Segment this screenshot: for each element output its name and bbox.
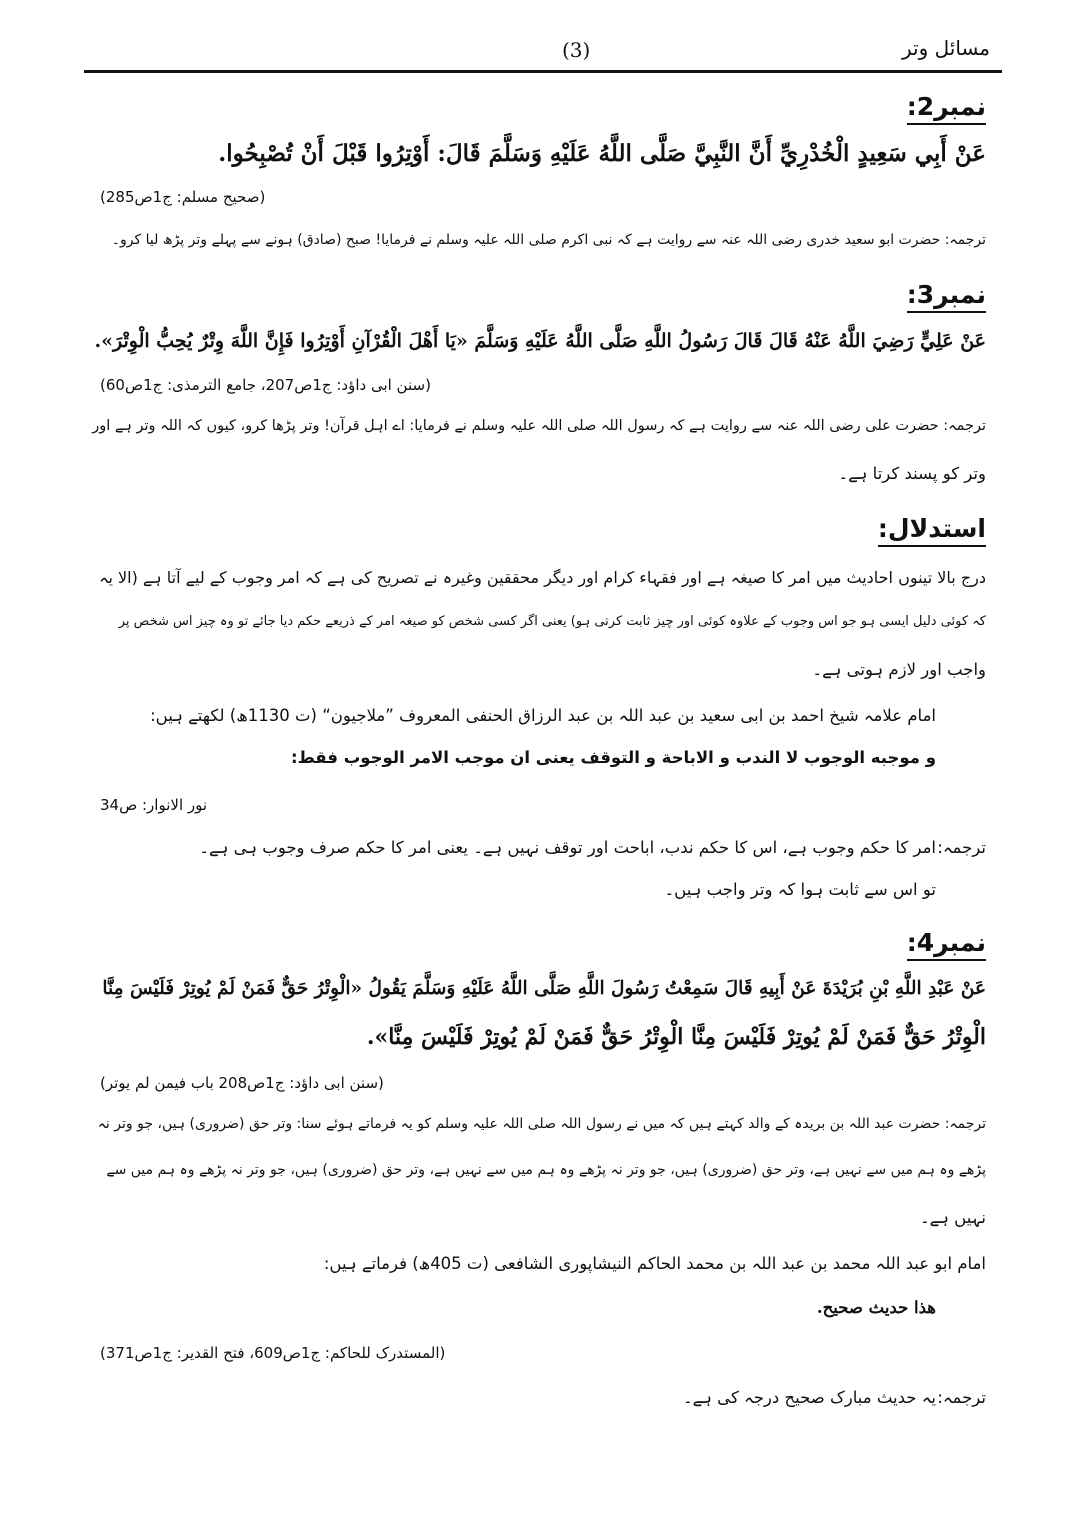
imam-hakim-intro: امام ابو عبد اللہ محمد بن عبد اللہ بن محمد الحاکم النیشاپوری الشافعی (ت 405ھ) فرماتے ہیں: [323, 1254, 986, 1273]
istidlal-paragraph-line-2: کہ کوئی دلیل ایسی ہو جو اس وجوب کے علاوہ کوئی اور چیز ثابت کرتی ہو) یعنی اگر کسی شخص کو صیغہ امر کے ذریعے حکم دیا جائے تو وہ چیز اس شخص پر [118, 614, 986, 629]
section-heading-3: نمبر3: [907, 280, 986, 313]
page-number: (3) [562, 38, 591, 62]
reference-mustadrak: (المستدرک للحاکم: ج1ص609، فتح القدیر: ج1ص371) [100, 1344, 446, 1362]
translation-label-istidlal: ترجمہ: [937, 838, 986, 857]
translation-label-final: ترجمہ: [937, 1388, 986, 1407]
header-rule [84, 70, 1002, 73]
reference-2: (صحیح مسلم: ج1ص285) [100, 188, 266, 206]
running-title: مسائل وتر [902, 36, 990, 60]
section-heading-istidlal: استدلال: [878, 514, 986, 547]
translation-istidlal-line-2: تو اس سے ثابت ہوا کہ وتر واجب ہیں۔ [664, 880, 936, 899]
hadith-arabic-2: عَنْ أَبِي سَعِيدٍ الْخُدْرِيِّ أَنَّ النَّبِيَّ صَلَّى اللَّهُ عَلَيْهِ وَسَلَّمَ قَالَ: أَوْتِرُوا قَبْلَ أَنْ تُصْبِحُوا. [218, 140, 986, 167]
istidlal-paragraph-line-3: واجب اور لازم ہوتی ہے۔ [812, 660, 986, 679]
section-heading-2: نمبر2: [907, 92, 986, 125]
hadith-arabic-4-line-1: عَنْ عَبْدِ اللَّهِ بْنِ بُرَيْدَةَ عَنْ أَبِيهِ قَالَ سَمِعْتُ رَسُولَ اللَّهِ صَلَّى اللَّهُ عَلَيْهِ وَسَلَّمَ يَقُولُ «الْوِتْرُ حَقٌّ فَمَنْ لَمْ يُوتِرْ فَلَيْسَ مِنَّا [102, 978, 986, 999]
translation-4-line-3: نہیں ہے۔ [919, 1208, 986, 1227]
translation-istidlal-line-1: امر کا حکم وجوب ہے، اس کا حکم ندب، اباحت اور توقف نہیں ہے۔ یعنی امر کا حکم صرف وجوب ہی ہے۔ [199, 838, 936, 857]
hakim-quote: هذا حديث صحيح. [816, 1298, 936, 1317]
translation-final: یہ حدیث مبارک صحیح درجہ کی ہے۔ [682, 1388, 936, 1407]
istidlal-paragraph-line-1: درج بالا تینوں احادیث میں امر کا صیغہ ہے اور فقہاء کرام اور دیگر محققین وغیرہ نے تصریح کی ہے کہ امر وجوب کے لیے آتا ہے (الا یہ [99, 568, 986, 587]
reference-4: (سنن ابی داؤد: ج1ص208 باب فیمن لم یوتر) [100, 1074, 384, 1092]
translation-4-line-1: ترجمہ: حضرت عبد اللہ بن بریدہ کے والد کہتے ہیں کہ میں نے رسول اللہ صلی اللہ علیہ وسلم کو یہ فرماتے ہوئے سنا: وتر حق (ضروری) ہیں، جو وتر نہ [97, 1116, 986, 1132]
hadith-arabic-3: عَنْ عَلِيٍّ رَضِيَ اللَّهُ عَنْهُ قَالَ قَالَ رَسُولُ اللَّهِ صَلَّى اللَّهُ عَلَيْهِ وَسَلَّمَ «يَا أَهْلَ الْقُرْآنِ أَوْتِرُوا فَإِنَّ اللَّهَ وِتْرٌ يُحِبُّ الْوِتْرَ». [94, 330, 986, 352]
translation-2: ترجمہ: حضرت ابو سعید خدری رضی اللہ عنہ سے روایت ہے کہ نبی اکرم صلی اللہ علیہ وسلم نے فرمایا! صبح (صادق) ہونے سے پہلے وتر پڑھ لیا کرو۔ [111, 232, 986, 248]
usul-quote: و موجبه الوجوب لا الندب و الاباحة و التوقف یعنی ان موجب الامر الوجوب فقط: [291, 748, 936, 767]
hadith-arabic-4-line-2: الْوِتْرُ حَقٌّ فَمَنْ لَمْ يُوتِرْ فَلَيْسَ مِنَّا الْوِتْرُ حَقٌّ فَمَنْ لَمْ يُوتِرْ فَلَيْسَ مِنَّا». [366, 1024, 986, 1050]
reference-nur-al-anwar: نور الانوار: ص34 [100, 796, 208, 814]
translation-3-line-1: ترجمہ: حضرت علی رضی اللہ عنہ سے روایت ہے کہ رسول اللہ صلی اللہ علیہ وسلم نے فرمایا: اے اہل قرآن! وتر پڑھا کرو، کیوں کہ اللہ وتر ہے اور [92, 418, 986, 434]
imam-mullajiwan-intro: امام علامہ شیخ احمد بن ابی سعید بن عبد اللہ بن عبد الرزاق الحنفی المعروف ”ملاجیون“ (ت 1130ھ) لکھتے ہیں: [150, 706, 936, 725]
reference-3: (سنن ابی داؤد: ج1ص207، جامع الترمذی: ج1ص60) [100, 376, 431, 394]
section-heading-4: نمبر4: [907, 928, 986, 961]
translation-4-line-2: پڑھے وہ ہم میں سے نہیں ہے، وتر حق (ضروری) ہیں، جو وتر نہ پڑھے وہ ہم میں سے نہیں ہے، وتر حق (ضروری) ہیں، جو وتر نہ پڑھے وہ ہم میں سے [106, 1162, 986, 1178]
translation-3-line-2: وتر کو پسند کرتا ہے۔ [838, 464, 986, 483]
